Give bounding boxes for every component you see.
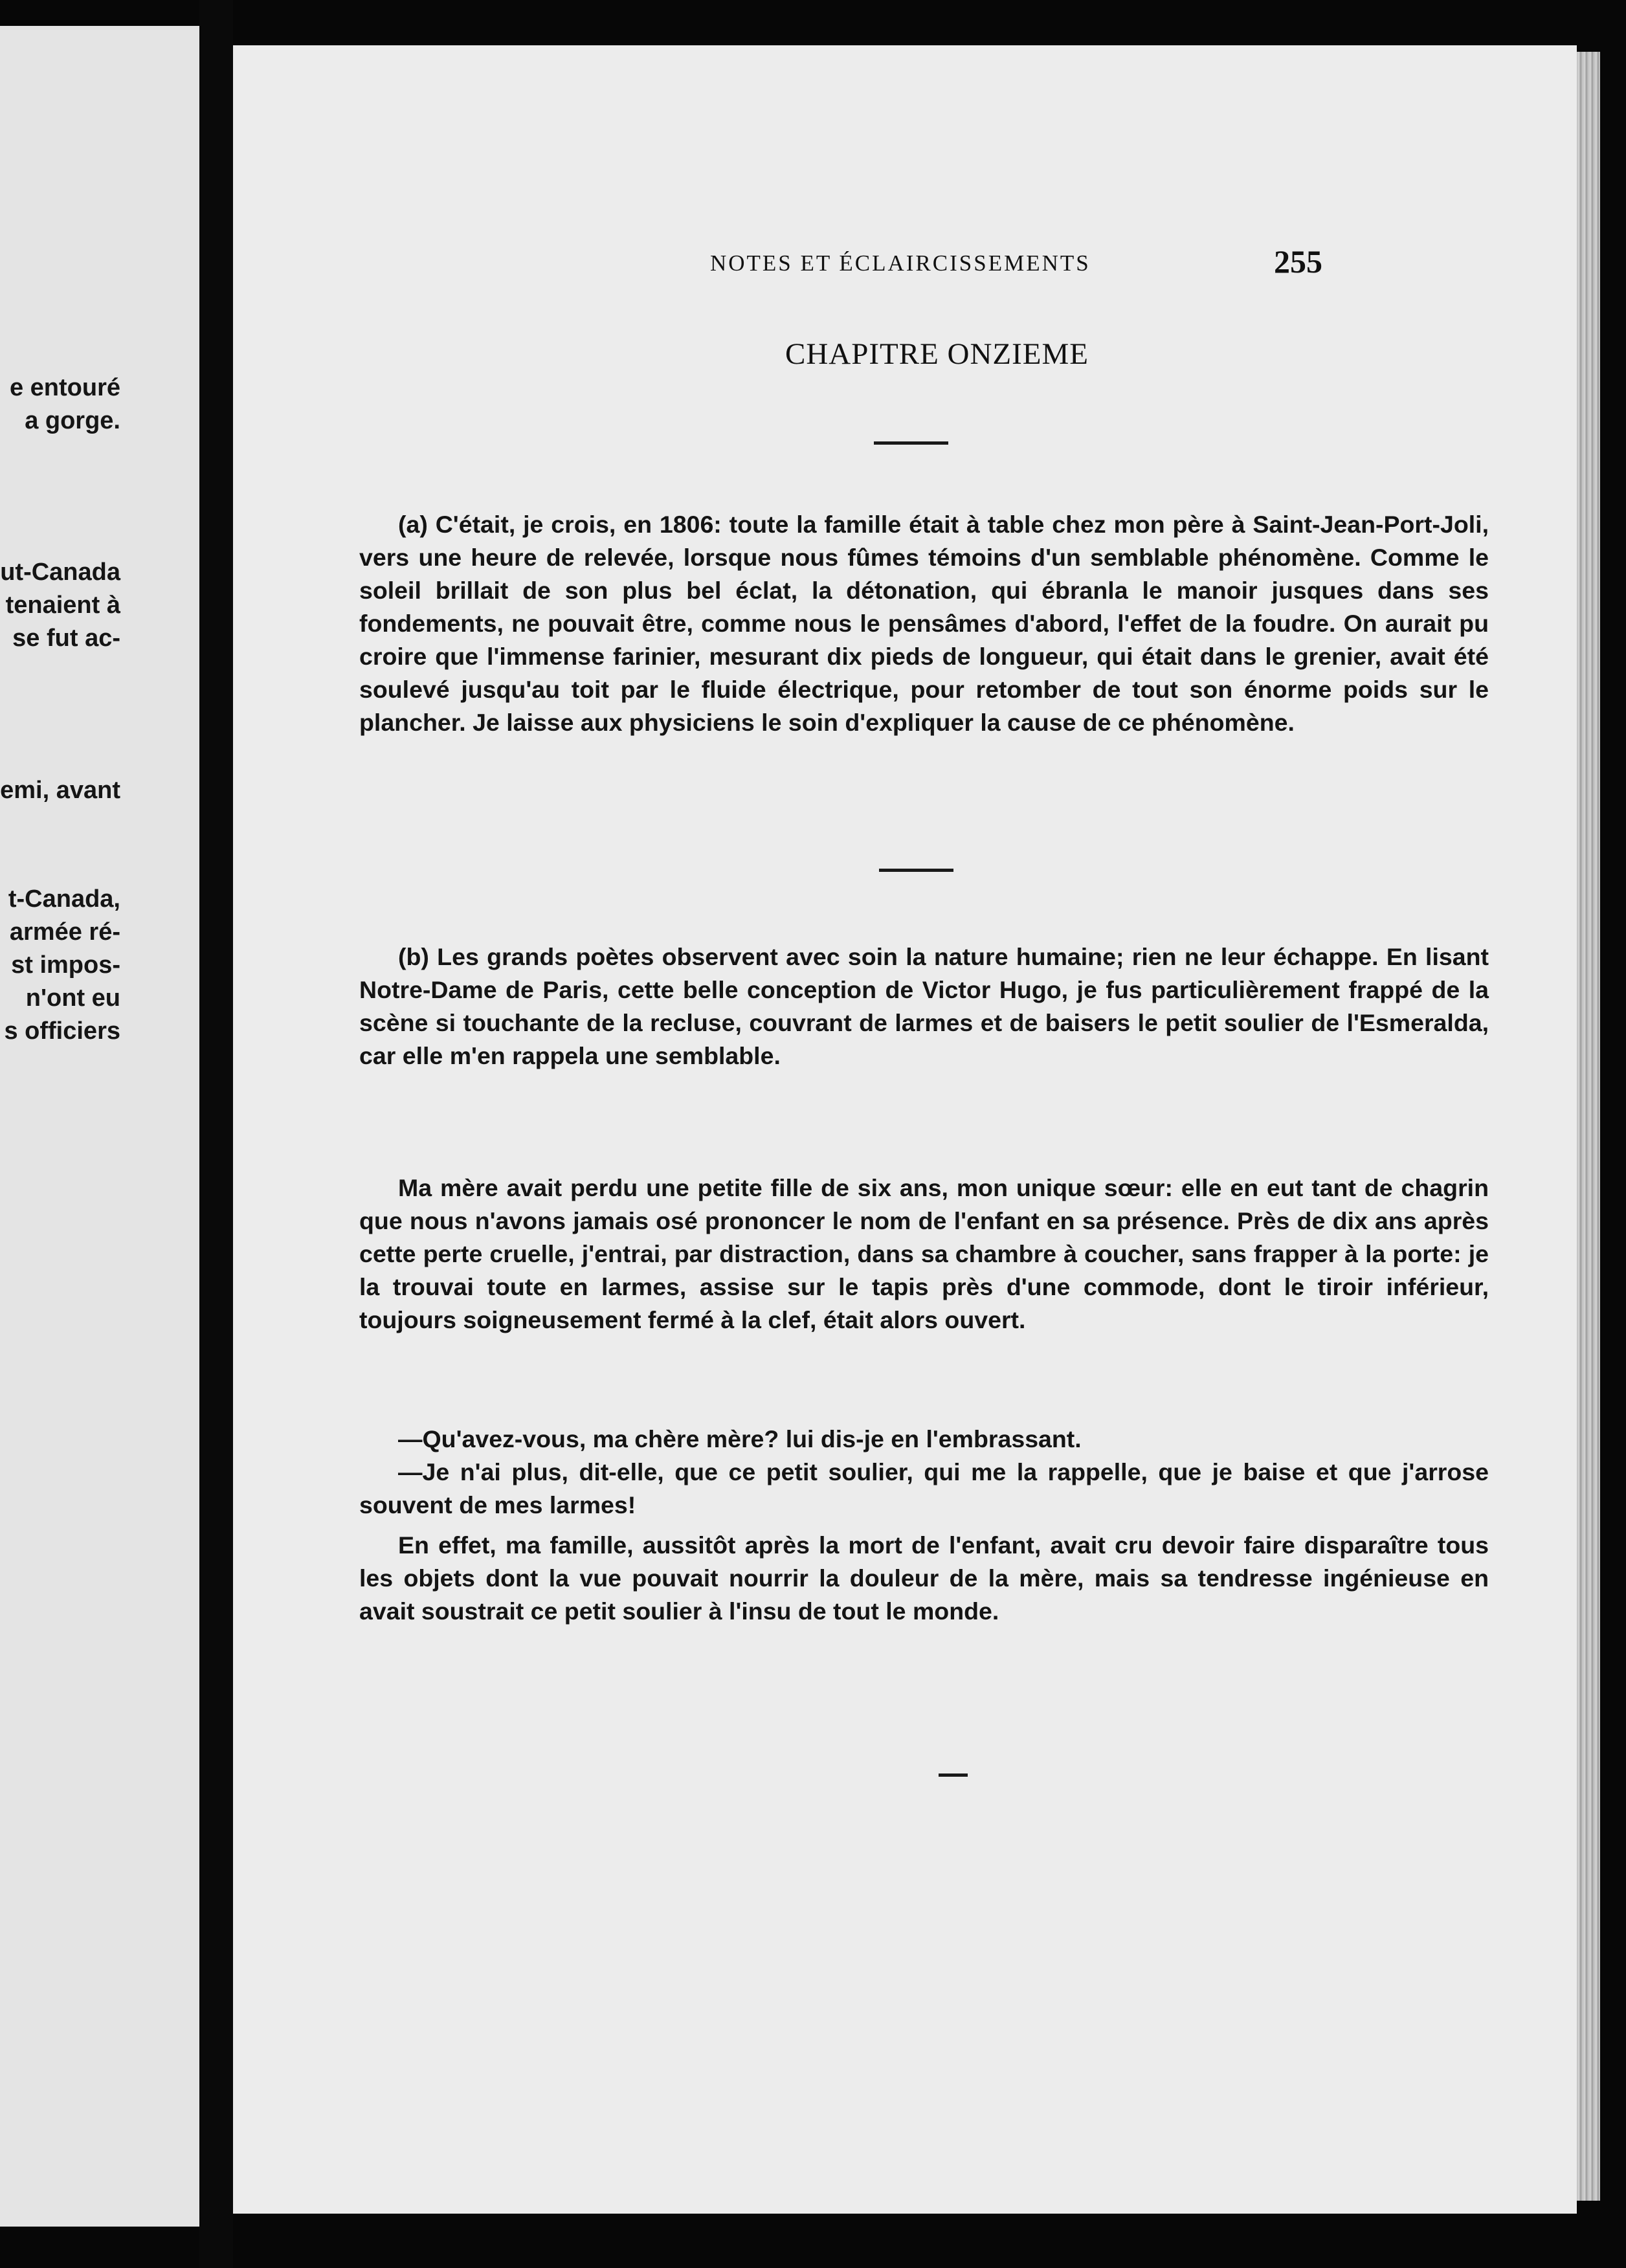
body-paragraph: En effet, ma famille, aussitôt après la mort de l'enfant, avait cru devoir faire disparaître tous les objets dont la vue pouvait nourrir la douleur de la mère, mais sa tendresse ingénieuse en avait soustrait ce petit soulier à l'insu de tout le monde. — [359, 1531, 1489, 1625]
page-stack-edge — [1577, 52, 1600, 2201]
left-line-fragment: ut-Canada — [0, 559, 120, 586]
end-mark — [939, 1773, 968, 1777]
left-line-fragment: s officiers — [4, 1017, 120, 1045]
left-line-fragment: se fut ac- — [12, 625, 120, 652]
left-line-fragment: emi, avant — [0, 777, 120, 804]
running-header — [359, 243, 1489, 282]
chapter-title: CHAPITRE ONZIEME — [785, 337, 1089, 371]
left-line-fragment: armée ré- — [9, 918, 120, 946]
body-paragraph: Ma mère avait perdu une petite fille de six ans, mon unique sœur: elle en eut tant de chagrin que nous n'avons jamais osé prononcer le nom de l'enfant en sa présence. Près de dix ans après cette perte cruelle, j'entrai, par distraction, dans sa chambre à coucher, sans frapper à la porte: je la trouvai toute en larmes, assise sur le tapis près d'une commode, dont le tiroir inférieur, toujours soigneusement fermé à la clef, était alors ouvert. — [359, 1174, 1489, 1333]
section-divider — [874, 441, 948, 445]
left-line-fragment: e entouré — [9, 374, 120, 401]
dialogue-line: —Je n'ai plus, dit-elle, que ce petit soulier, qui me la rappelle, que je baise et que j'arrose souvent de mes larmes! — [359, 1458, 1489, 1518]
left-line-fragment: tenaient à — [5, 592, 120, 619]
note-paragraph-a: (a) C'était, je crois, en 1806: toute la famille était à table chez mon père à Saint-Jean-Port-Joli, vers une heure de relevée, lorsque nous fûmes témoins d'un semblable phénomène. Comme le soleil brillait de son plus bel éclat, la détonation, qui ébranla le manoir jusques dans ses fondements, ne pouvait être, comme nous le pensâmes d'abord, l'effet de la foudre. On aurait pu croire que l'immense farinier, mesurant dix pieds de longueur, qui était dans le grenier, avait été soulevé jusqu'au toit par le fluide électrique, pour retomber de tout son énorme poids sur le plancher. Je laisse aux physiciens le soin d'expliquer la cause de ce phénomène. — [359, 511, 1489, 736]
left-facing-page — [0, 26, 199, 2227]
left-page-text-fragments — [0, 26, 199, 2227]
page-number: 255 — [1274, 243, 1322, 280]
book-binding-gutter — [199, 0, 233, 2268]
note-paragraph-b: (b) Les grands poètes observent avec soin la nature humaine; rien ne leur échappe. En lisant Notre-Dame de Paris, cette belle conception de Victor Hugo, je fus particulièrement frappé de la scène si touchante de la recluse, couvrant de larmes et de baisers le petit soulier de l'Esmeralda, car elle m'en rappela une semblable. — [359, 943, 1489, 1069]
dialogue-line: —Qu'avez-vous, ma chère mère? lui dis-je en l'embrassant. — [398, 1425, 1082, 1452]
left-line-fragment: t-Canada, — [8, 885, 120, 913]
page-content — [359, 45, 1489, 2214]
right-page — [233, 45, 1577, 2214]
left-line-fragment: n'ont eu — [25, 984, 120, 1012]
left-line-fragment: a gorge. — [25, 407, 120, 434]
left-line-fragment: st impos- — [11, 951, 120, 979]
running-title: NOTES ET ÉCLAIRCISSEMENTS — [710, 250, 1091, 276]
section-divider — [879, 869, 953, 872]
